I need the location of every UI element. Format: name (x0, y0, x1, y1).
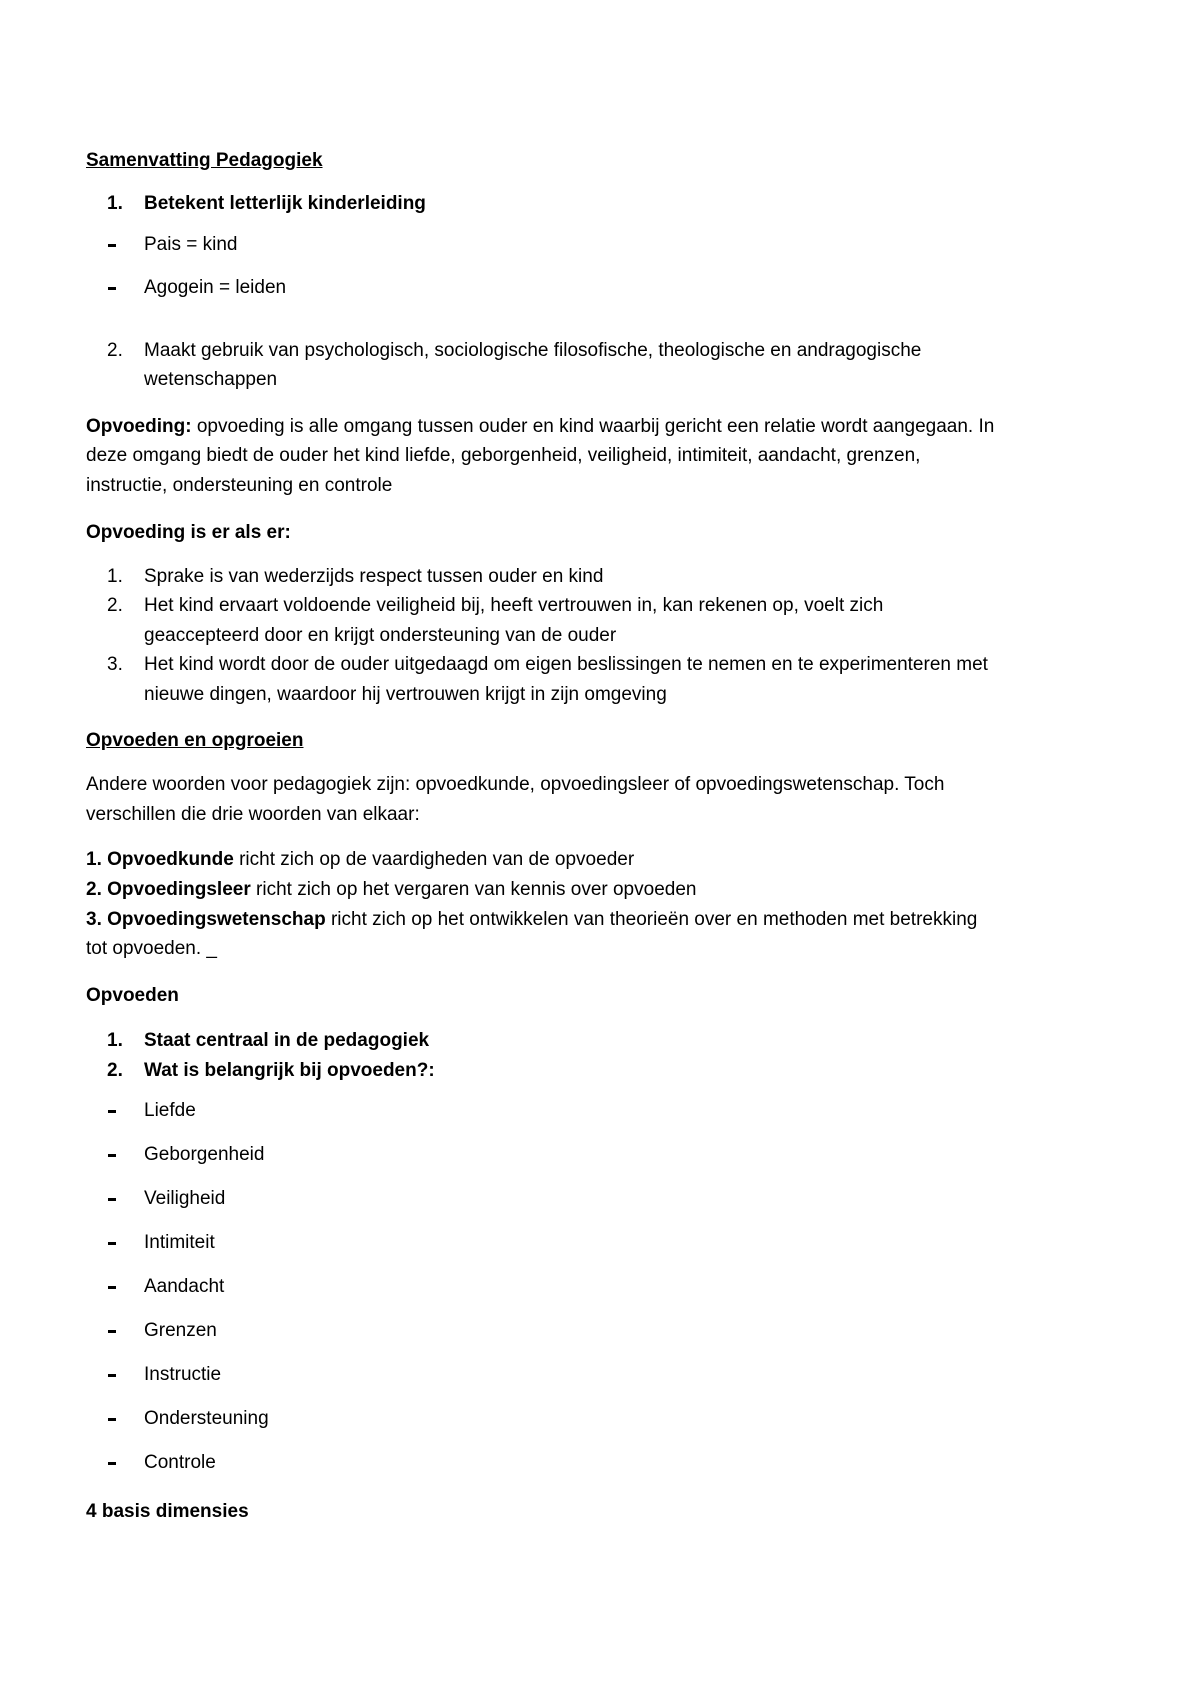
bullet-item: Grenzen (144, 1320, 217, 1341)
dash-bullet-icon (108, 1286, 116, 1289)
definition-line (86, 845, 634, 874)
bullet-item: Liefde (144, 1100, 196, 1121)
list-number: 1. (107, 193, 123, 214)
list-item: Sprake is van wederzijds respect tussen ouder en kind (144, 566, 604, 587)
bullet-item: Agogein = leiden (144, 277, 287, 298)
dash-bullet-icon (108, 1110, 116, 1113)
bullet-item: Instructie (144, 1364, 222, 1385)
definition-term: Opvoedingsleer (107, 879, 251, 900)
section-heading: Opvoeding is er als er: (86, 522, 291, 543)
list-number: 2. (107, 595, 123, 616)
dash-bullet-icon (108, 287, 116, 290)
list-item: Staat centraal in de pedagogiek (144, 1030, 430, 1051)
list-item-continuation: wetenschappen (144, 369, 278, 390)
paragraph-line: verschillen die drie woorden van elkaar: (86, 804, 420, 825)
definition-line-continuation: tot opvoeden. _ (86, 938, 217, 959)
bullet-item: Aandacht (144, 1276, 225, 1297)
list-number: 2. (107, 1060, 123, 1081)
definition-text: richt zich op het ontwikkelen van theorieën over en methoden met betrekking (325, 909, 978, 930)
list-item: Wat is belangrijk bij opvoeden?: (144, 1060, 435, 1081)
list-item-continuation: geaccepteerd door en krijgt ondersteuning van de ouder (144, 625, 617, 646)
list-number: 1. (107, 1030, 123, 1051)
dash-bullet-icon (108, 244, 116, 247)
definition-term: Opvoedkunde (107, 849, 234, 870)
definition-paragraph-line (86, 412, 994, 441)
definition-label: Opvoeding: (86, 416, 192, 437)
dash-bullet-icon (108, 1462, 116, 1465)
list-item: Het kind ervaart voldoende veiligheid bij, heeft vertrouwen in, kan rekenen op, voelt zich (144, 595, 884, 616)
definition-line (86, 905, 977, 934)
dash-bullet-icon (108, 1242, 116, 1245)
document-title: Samenvatting Pedagogiek (86, 150, 323, 171)
section-heading: 4 basis dimensies (86, 1501, 249, 1522)
bullet-item: Controle (144, 1452, 216, 1473)
definition-number: 1. (86, 849, 102, 870)
list-number: 3. (107, 654, 123, 675)
dash-bullet-icon (108, 1198, 116, 1201)
definition-number: 2. (86, 879, 102, 900)
definition-paragraph-line: instructie, ondersteuning en controle (86, 475, 393, 496)
bullet-item: Geborgenheid (144, 1144, 265, 1165)
list-item: Maakt gebruik van psychologisch, sociologische filosofische, theologische en andragogische (144, 340, 922, 361)
bullet-item: Pais = kind (144, 234, 238, 255)
list-number: 1. (107, 566, 123, 587)
dash-bullet-icon (108, 1418, 116, 1421)
definition-text: opvoeding is alle omgang tussen ouder en kind waarbij gericht een relatie wordt aangegaan. In (191, 416, 995, 437)
list-item: Betekent letterlijk kinderleiding (144, 193, 426, 214)
definition-line (86, 875, 696, 904)
definition-text: richt zich op het vergaren van kennis over opvoeden (250, 879, 697, 900)
definition-term: Opvoedingswetenschap (107, 909, 326, 930)
definition-text: richt zich op de vaardigheden van de opvoeder (233, 849, 635, 870)
list-item: Het kind wordt door de ouder uitgedaagd om eigen beslissingen te nemen en te experimenteren met (144, 654, 988, 675)
list-item-continuation: nieuwe dingen, waardoor hij vertrouwen krijgt in zijn omgeving (144, 684, 667, 705)
paragraph-line: Andere woorden voor pedagogiek zijn: opvoedkunde, opvoedingsleer of opvoedingswetenschap. Toch (86, 774, 945, 795)
bullet-item: Intimiteit (144, 1232, 215, 1253)
dash-bullet-icon (108, 1154, 116, 1157)
definition-paragraph-line: deze omgang biedt de ouder het kind liefde, geborgenheid, veiligheid, intimiteit, aandacht, grenzen, (86, 445, 921, 466)
list-number: 2. (107, 340, 123, 361)
dash-bullet-icon (108, 1374, 116, 1377)
definition-number: 3. (86, 909, 102, 930)
dash-bullet-icon (108, 1330, 116, 1333)
section-heading: Opvoeden en opgroeien (86, 730, 304, 751)
bullet-item: Ondersteuning (144, 1408, 269, 1429)
section-heading: Opvoeden (86, 985, 179, 1006)
bullet-item: Veiligheid (144, 1188, 226, 1209)
